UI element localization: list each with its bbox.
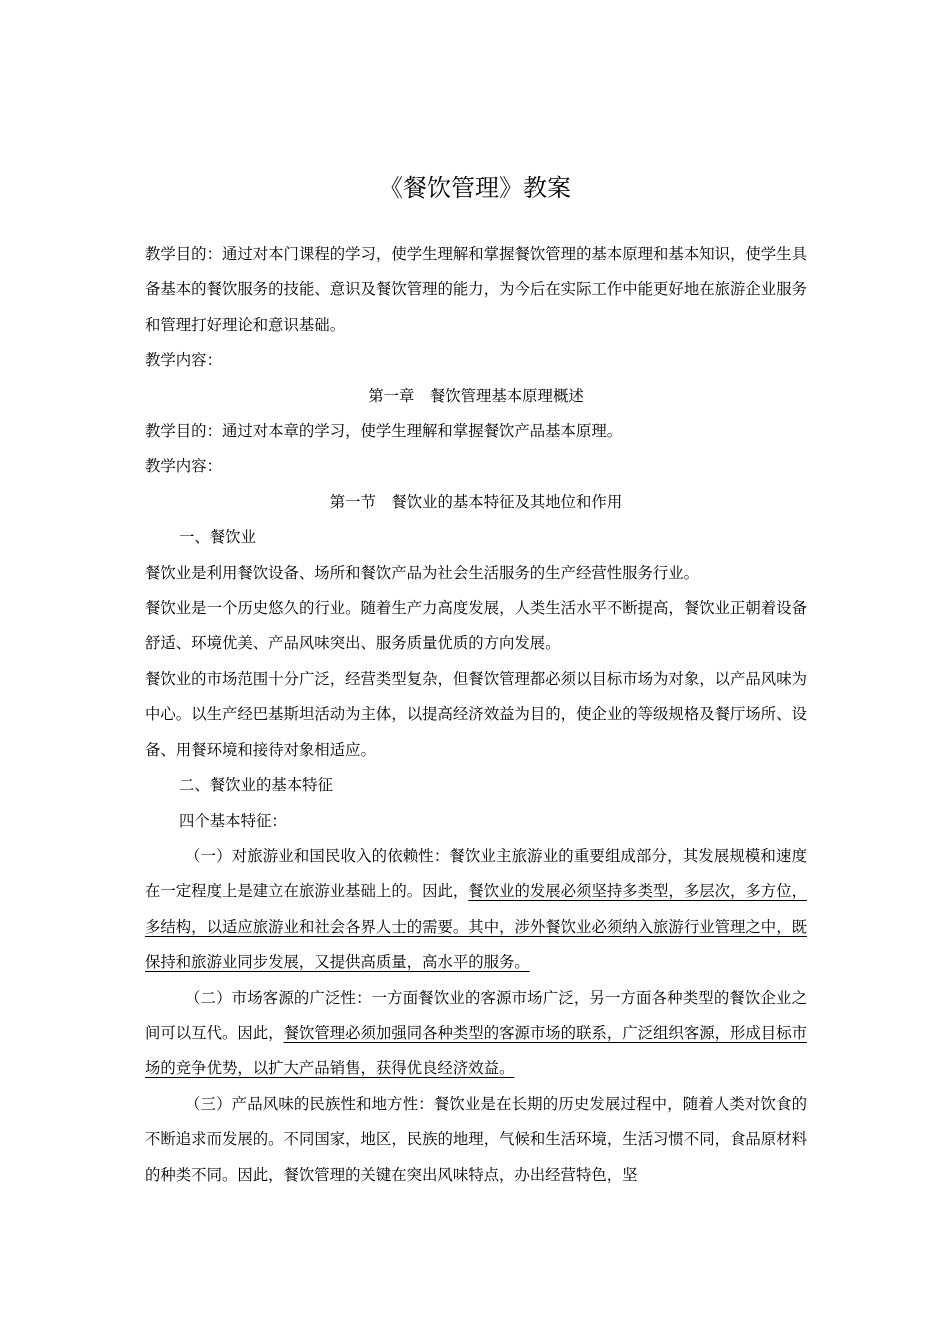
- feature-2-text: （二）市场客源的广泛性：一方面餐饮业的客源市场广泛，另一方面各种类型的餐饮企业之间可以互代。因此，: [145, 988, 807, 1042]
- feature-1-paragraph: [145, 839, 807, 981]
- part2-intro: 四个基本特征：: [179, 811, 287, 830]
- document-body: [145, 237, 807, 1193]
- document-title: 《餐饮管理》教案: [379, 174, 571, 202]
- part1-paragraph-2: 餐饮业是一个历史悠久的行业。随着生产力高度发展，人类生活水平不断提高，餐饮业正朝着设备舒适、环境优美、产品风味突出、服务质量优质的方向发展。: [145, 599, 807, 653]
- feature-2-paragraph: [145, 981, 807, 1087]
- section-heading: 第一节 餐饮业的基本特征及其地位和作用: [329, 492, 623, 511]
- part2-heading: 二、餐饮业的基本特征: [179, 776, 333, 795]
- course-objective: 教学目的：通过对本门课程的学习，使学生理解和掌握餐饮管理的基本原理和基本知识，使学生具备基本的餐饮服务的技能、意识及餐饮管理的能力，为今后在实际工作中能更好地在旅游企业服务和管理打好理论和意识基础。: [145, 245, 807, 334]
- chapter-content-label: 教学内容：: [145, 457, 222, 476]
- feature-3-paragraph: （三）产品风味的民族性和地方性：餐饮业是在长期的历史发展过程中，随着人类对饮食的不断追求而发展的。不同国家，地区，民族的地理，气候和生活环境，生活习惯不同，食品原材料的种类不同。因此，餐饮管理的关键在突出风味特点，办出经营特色，坚: [145, 1094, 807, 1184]
- part1-paragraph-3: 餐饮业的市场范围十分广泛，经营类型复杂，但餐饮管理都必须以目标市场为对象，以产品风味为中心。以生产经巴基斯坦活动为主体，以提高经济效益为目的，使企业的等级规格及餐厅场所、设备、用餐环境和接待对象相适应。: [145, 669, 807, 759]
- feature-2-underlined-text: 餐饮管理必须加强同各种类型的客源市场的联系，广泛组织客源，形成目标市场的竞争优势，以扩大产品销售，获得优良经济效益。: [145, 1023, 807, 1078]
- course-content-label: 教学内容：: [145, 351, 222, 370]
- chapter-objective: 教学目的：通过对本章的学习，使学生理解和掌握餐饮产品基本原理。: [145, 422, 623, 441]
- feature-1-text: （一）对旅游业和国民收入的依赖性：餐饮业主旅游业的重要组成部分，其发展规模和速度在一定程度上是建立在旅游业基础上的。因此，: [145, 846, 807, 901]
- chapter-heading: 第一章 餐饮管理基本原理概述: [368, 386, 584, 405]
- part1-heading: 一、餐饮业: [179, 528, 256, 547]
- feature-1-underlined-text: 餐饮业的发展必须坚持多类型，多层次，多方位，多结构，以适应旅游业和社会各界人士的需要。其中，涉外餐饮业必须纳入旅游行业管理之中，既保持和旅游业同步发展，又提供高质量，高水平的服务。: [145, 882, 807, 972]
- part1-paragraph-1: 餐饮业是利用餐饮设备、场所和餐饮产品为社会生活服务的生产经营性服务行业。: [145, 563, 700, 582]
